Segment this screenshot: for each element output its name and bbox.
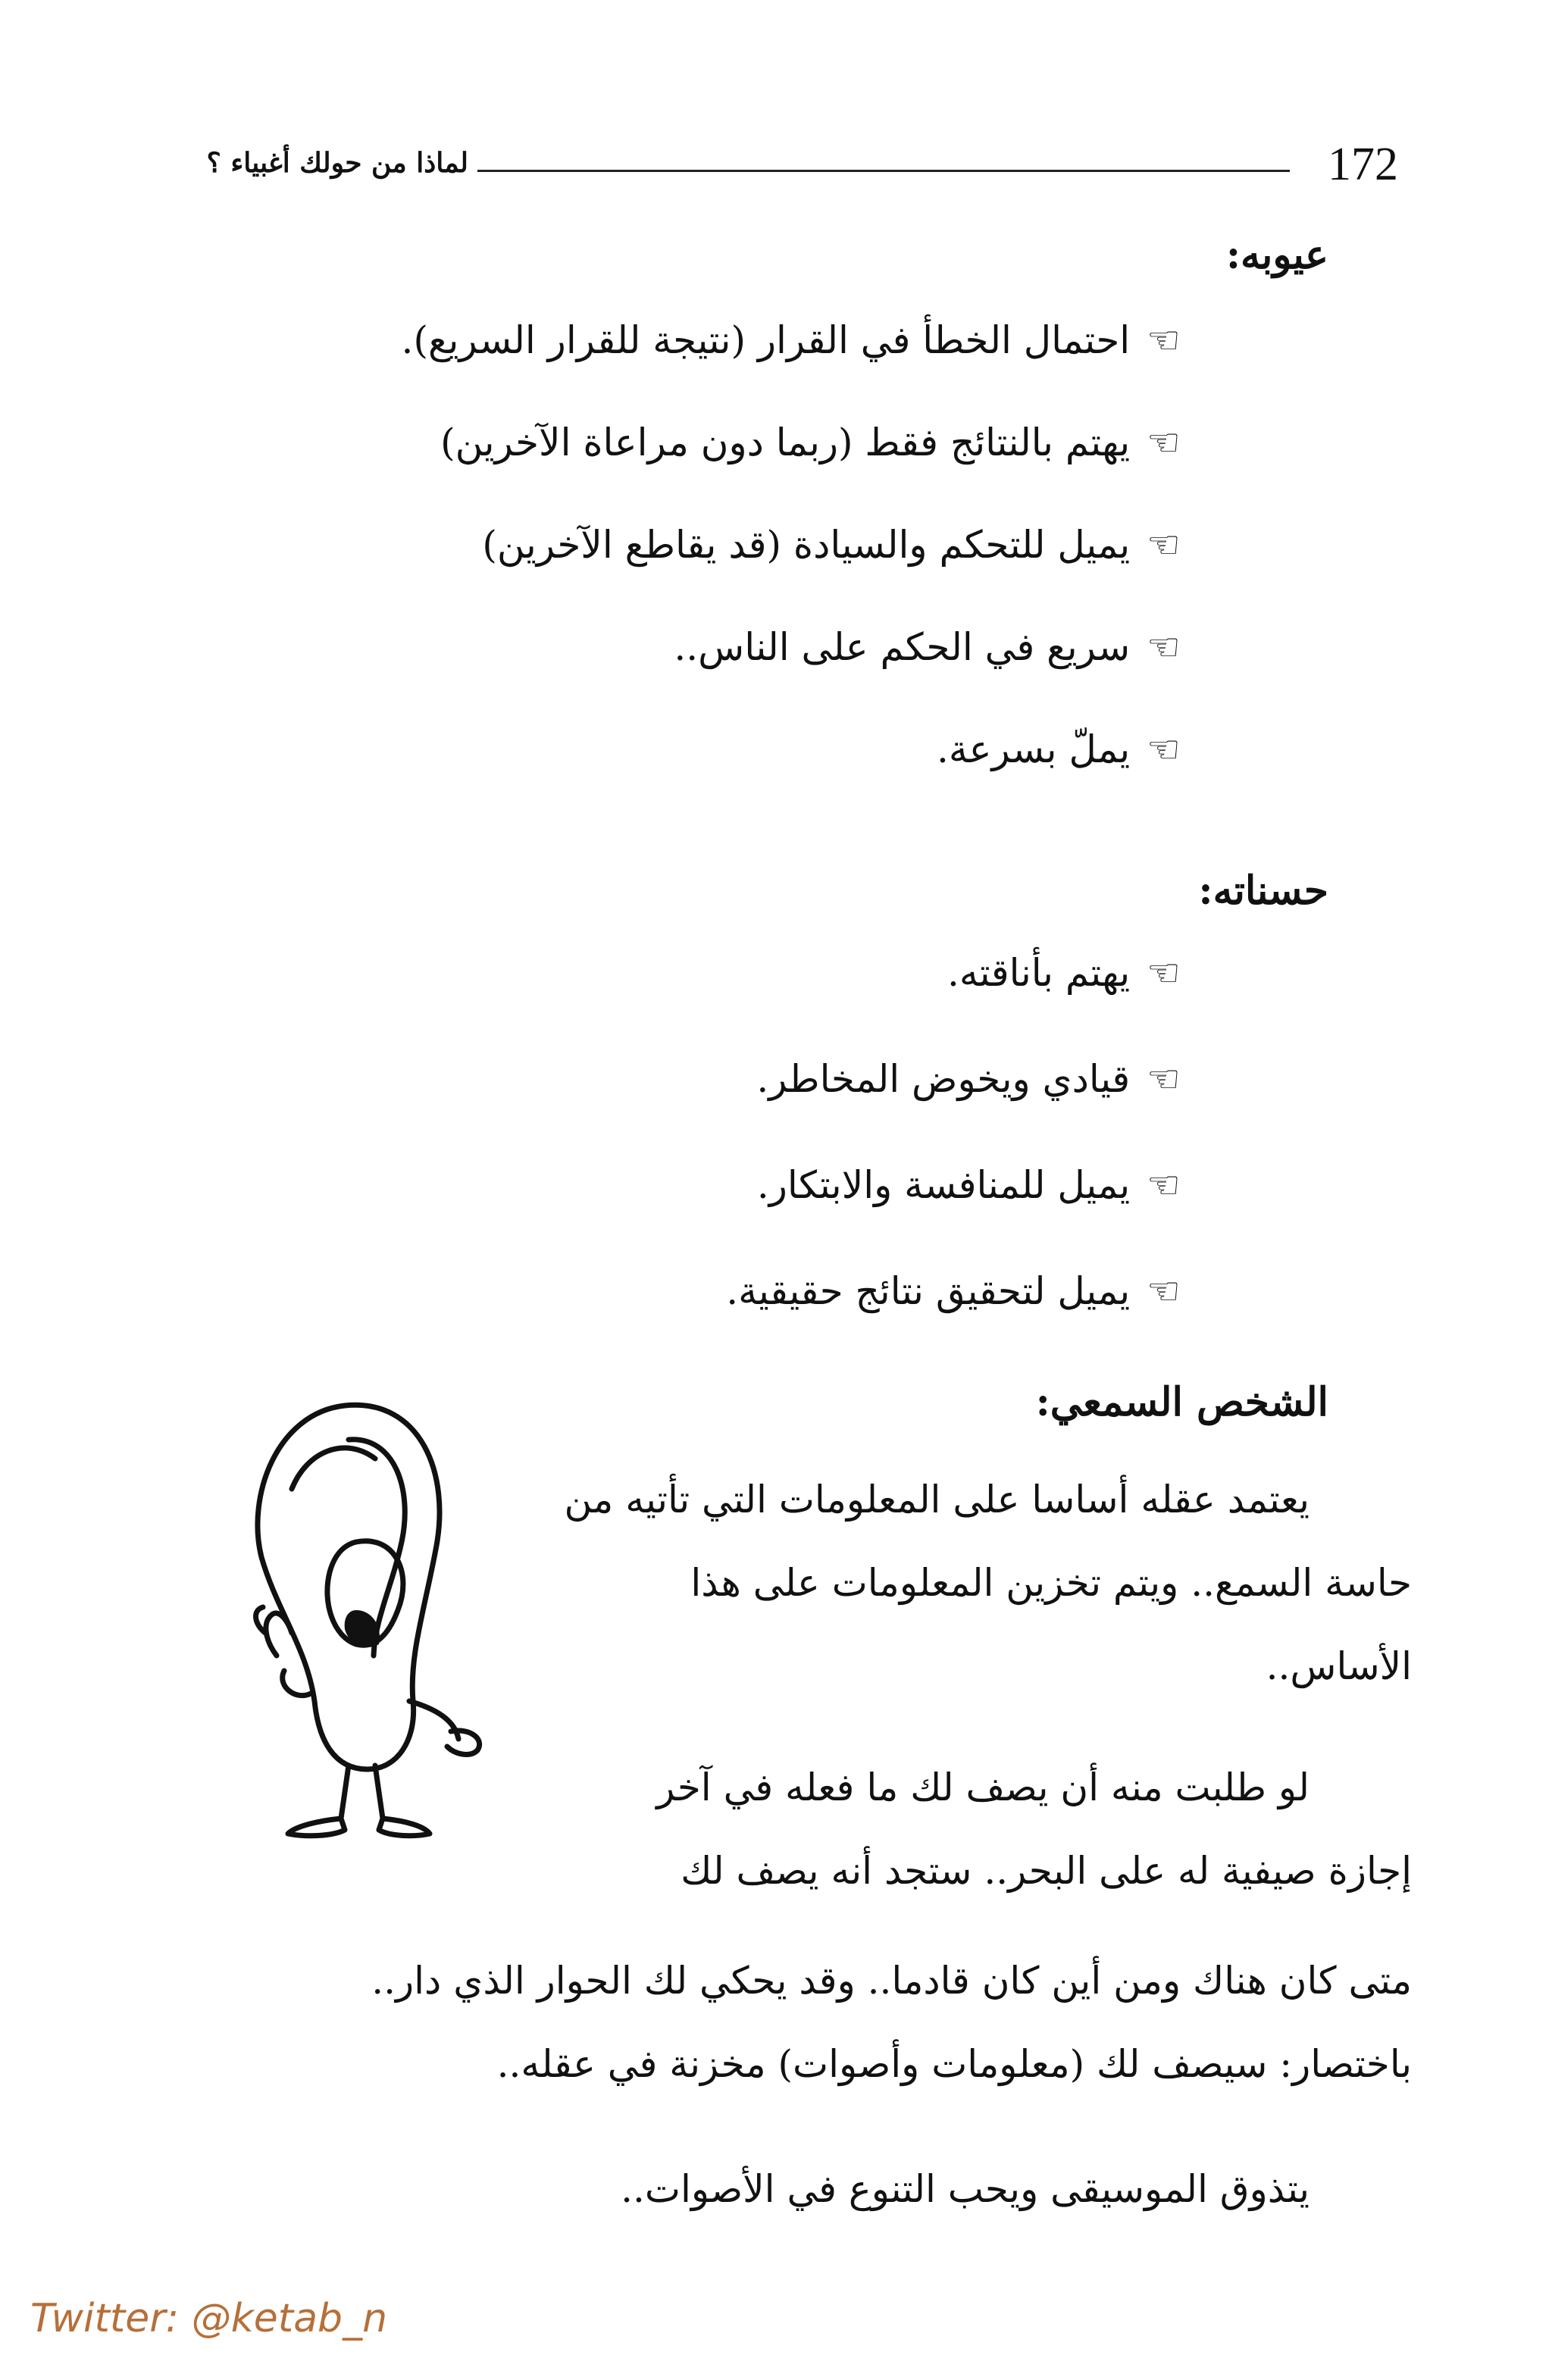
running-header-title: لماذا من حولك أغبياء ؟	[206, 147, 468, 179]
paragraph-line: متى كان هناك ومن أين كان قادما.. وقد يحكي لك الحوار الذي دار..	[371, 1959, 1412, 2003]
page-number: 172	[1328, 139, 1398, 190]
paragraph-line: باختصار: سيصف لك (معلومات وأصوات) مخزنة في عقله..	[496, 2042, 1412, 2086]
pointing-hand-icon: ☞	[1147, 951, 1181, 995]
fault-item: ☞ يميل للتحكم والسيادة (قد يقاطع الآخرين)	[482, 523, 1181, 567]
pointing-hand-icon: ☞	[1147, 421, 1181, 464]
virtue-item: ☞ قيادي ويخوض المخاطر.	[756, 1057, 1181, 1101]
paragraph-line: يتذوق الموسيقى ويحب التنوع في الأصوات..	[621, 2167, 1310, 2211]
pointing-hand-icon: ☞	[1147, 1269, 1181, 1313]
virtue-item: ☞ يميل للمنافسة والابتكار.	[756, 1163, 1181, 1207]
header-rule	[477, 170, 1290, 172]
pointing-hand-icon: ☞	[1147, 318, 1181, 362]
paragraph-line: إجازة صيفية له على البحر.. ستجد أنه يصف لك	[681, 1849, 1412, 1893]
pointing-hand-icon: ☞	[1147, 727, 1181, 771]
paragraph-line: الأساس..	[1266, 1644, 1412, 1688]
fault-item: ☞ احتمال الخطأ في القرار (نتيجة للقرار السريع).	[401, 318, 1181, 362]
virtue-item: ☞ يهتم بأناقته.	[947, 951, 1181, 995]
paragraph-line: حاسة السمع.. ويتم تخزين المعلومات على هذا	[690, 1561, 1412, 1605]
fault-item: ☞ يملّ بسرعة.	[936, 727, 1181, 771]
pointing-hand-icon: ☞	[1147, 625, 1181, 669]
pointing-hand-icon: ☞	[1147, 1057, 1181, 1101]
faults-heading: عيوبه:	[1225, 232, 1328, 278]
paragraph-line: يعتمد عقله أساسا على المعلومات التي تأتيه من	[564, 1478, 1310, 1522]
auditory-heading: الشخص السمعي:	[1035, 1379, 1328, 1425]
ear-cartoon-illustration	[193, 1383, 496, 1853]
pointing-hand-icon: ☞	[1147, 523, 1181, 567]
fault-item: ☞ سريع في الحكم على الناس..	[674, 625, 1181, 669]
virtues-heading: حسناته:	[1198, 868, 1328, 914]
virtue-item: ☞ يميل لتحقيق نتائج حقيقية.	[726, 1269, 1181, 1313]
paragraph-line: لو طلبت منه أن يصف لك ما فعله في آخر	[656, 1765, 1310, 1809]
fault-item: ☞ يهتم بالنتائج فقط (ربما دون مراعاة الآخرين)	[440, 421, 1181, 464]
pointing-hand-icon: ☞	[1147, 1163, 1181, 1207]
twitter-watermark: Twitter: @ketab_n	[30, 2296, 388, 2341]
